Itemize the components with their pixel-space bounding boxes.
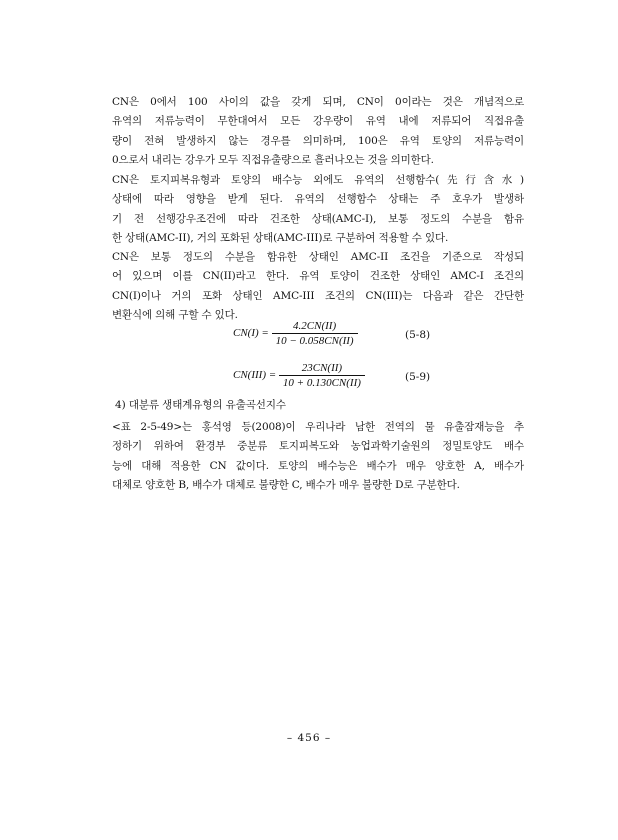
text-line: CN은 0에서 100 사이의 값을 갖게 되며, CN이 0이라는 것은 개념적으로 — [112, 96, 524, 108]
text-line: CN(I)이나 거의 포화 상태인 AMC-III 조건의 CN(III)는 다음과 같은 간단한 — [112, 289, 524, 302]
text-line: 변환식에 의해 구할 수 있다. — [112, 309, 238, 322]
text-line: 대체로 양호한 B, 배수가 대체로 불량한 C, 배수가 매우 불량한 D로 구분한다. — [112, 479, 460, 492]
page-number: – 456 – — [286, 732, 332, 744]
equation-fraction — [272, 320, 358, 347]
equation-numerator: 23CN(II) — [279, 362, 365, 376]
equation-5-8 — [233, 320, 358, 347]
text-line: 기 전 선행강우조건에 따라 건조한 상태(AMC-I), 보통 정도의 수분을 함유 — [112, 212, 524, 225]
equation-denominator: 10 + 0.130CN(II) — [282, 377, 361, 389]
text-line: CN은 토지피복유형과 토양의 배수능 외에도 유역의 선행함수(先行含水) — [112, 174, 524, 186]
equation-numerator: 4.2CN(II) — [272, 320, 358, 334]
text-line: 량이 전혀 발생하지 않는 경우를 의미하며, 100은 유역 토양의 저류능력이 — [112, 134, 524, 147]
equation-fraction — [279, 362, 365, 389]
paragraph-table-reference — [112, 418, 524, 496]
paragraph-cn-range — [112, 93, 524, 171]
paragraph-antecedent-moisture — [112, 171, 524, 249]
text-line: 정하기 위하여 환경부 중분류 토지피복도와 농업과학기술원의 정밀토양도 배수 — [112, 440, 524, 453]
text-line: 유역의 저류능력이 무한대여서 모든 강우량이 유역 내에 저류되어 직접유출 — [112, 115, 524, 128]
text-line: CN은 보통 정도의 수분을 함유한 상태인 AMC-II 조건을 기준으로 작성되 — [112, 251, 524, 263]
equation-number: (5-8) — [405, 329, 431, 341]
equation-number: (5-9) — [405, 371, 431, 383]
equation-lhs: CN(III) = — [233, 369, 277, 382]
text-line: <표 2-5-49>는 홍석영 등(2008)이 우리나라 남한 전역의 물 유출잠재능을 추 — [112, 421, 524, 433]
equation-5-9 — [233, 362, 365, 389]
paragraph-amc-conversion — [112, 248, 524, 326]
section-heading: 4) 대분류 생태계유형의 유출곡선지수 — [115, 399, 286, 411]
text-line: 어 있으며 이를 CN(II)라고 한다. 유역 토양이 건조한 상태인 AMC-I 조건의 — [112, 270, 524, 283]
equation-lhs: CN(I) = — [233, 327, 269, 340]
text-line: 0으로서 내리는 강우가 모두 직접유출량으로 흘러나오는 것을 의미한다. — [112, 154, 434, 167]
text-line: 능에 대해 적용한 CN 값이다. 토양의 배수능은 배수가 매우 양호한 A, 배수가 — [112, 459, 524, 472]
text-line: 상태에 따라 영향을 받게 된다. 유역의 선행함수 상태는 주 호우가 발생하 — [112, 193, 524, 206]
equation-denominator: 10 − 0.058CN(II) — [275, 335, 354, 347]
text-line: 한 상태(AMC-II), 거의 포화된 상태(AMC-III)로 구분하여 적용할 수 있다. — [112, 232, 449, 245]
